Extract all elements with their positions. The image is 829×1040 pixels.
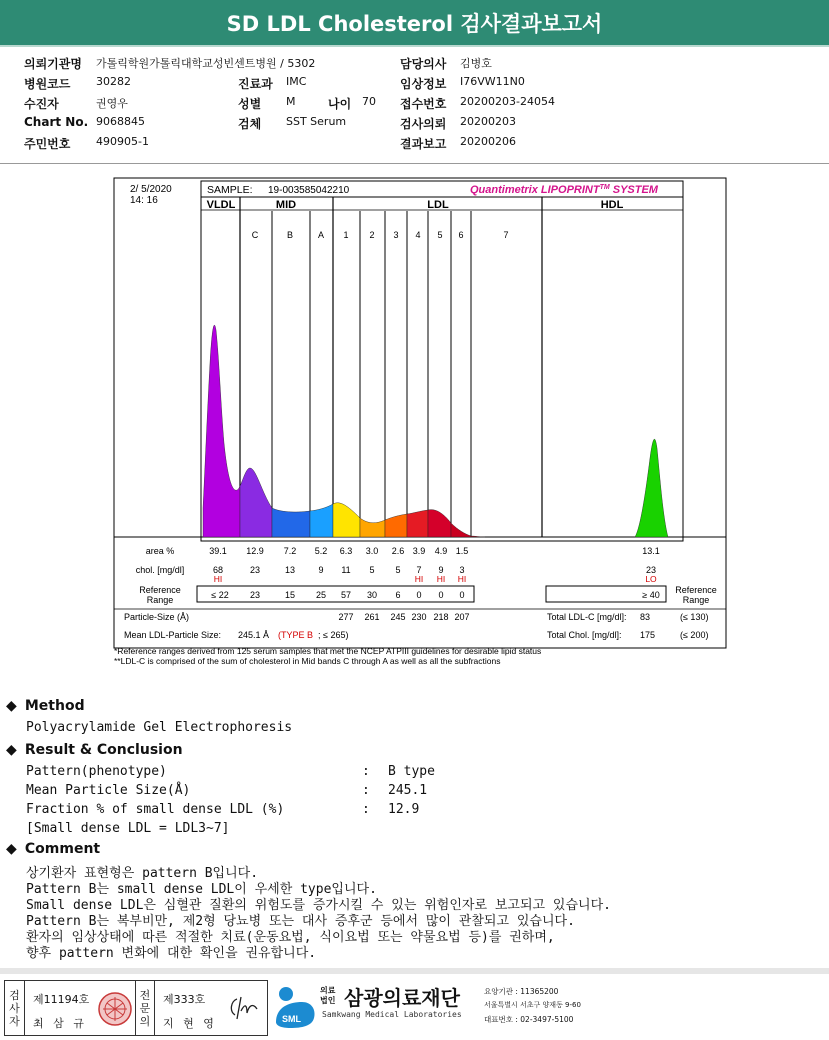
brand-suffix: SYSTEM [609, 184, 658, 196]
chol-value: 9 [438, 565, 444, 575]
report-date-label: 결과보고 [400, 137, 447, 151]
particle-size-value: 277 [338, 612, 354, 622]
id-no-label: 주민번호 [24, 137, 71, 151]
comment-line: 향후 pattern 변화에 대한 확인을 권유합니다. [26, 946, 317, 961]
band-label: 6 [458, 230, 464, 240]
area-value: 3.9 [412, 546, 426, 556]
result-note: [Small dense LDL = LDL3~7] [26, 821, 230, 836]
chart-no-label: Chart No. [24, 115, 89, 129]
specialist-label: 전 문 의 [135, 981, 155, 1035]
id-no-value: 490905-1 [96, 135, 149, 148]
chol-value: 9 [318, 565, 324, 575]
particle-size-value: 230 [411, 612, 427, 622]
result-value-size: 245.1 [388, 783, 428, 798]
reference-value: 25 [315, 590, 327, 600]
chart-no-value: 9068845 [96, 115, 145, 128]
department-value: IMC [286, 75, 307, 88]
comment-line: Small dense LDL은 심혈관 질환의 위험도를 증가시킬 수 있는 위험인자로 보고되고 있습니다. [26, 898, 611, 913]
reference-value: 6 [395, 590, 401, 600]
org-address: 서울특별시 서초구 양재동 9-60 [484, 1001, 581, 1009]
chol-value: 3 [459, 565, 465, 575]
chart-time: 14: 16 [130, 195, 158, 206]
total-chol-label: Total Chol. [mg/dl]: [547, 630, 622, 640]
colon: : [362, 783, 370, 798]
row-label-size: Particle-Size (Å) [124, 612, 190, 622]
hdl-reference-value: ≥ 40 [642, 590, 660, 600]
report-title: SD LDL Cholesterol 검사결과보고서 [0, 0, 829, 47]
org-code: 요양기관 : 11365200 [484, 987, 559, 996]
reference-value: ≤ 22 [211, 590, 229, 600]
comment-line: Pattern B는 small dense LDL이 우세한 type입니다. [26, 882, 377, 897]
chol-flag: HI [213, 574, 223, 584]
recipient-label: 수진자 [24, 97, 59, 111]
band-label: 7 [503, 230, 509, 240]
area-value: 5.2 [314, 546, 328, 556]
colon: : [362, 764, 370, 779]
request-label: 검사의뢰 [400, 117, 447, 131]
group-label-hdl: HDL [600, 199, 624, 211]
chol-flag: HI [414, 574, 424, 584]
request-value: 20200203 [460, 115, 516, 128]
area-value: 39.1 [209, 546, 227, 556]
specialist-name: 지 현 영 [163, 1017, 217, 1030]
sex-value: M [286, 95, 296, 108]
total-ldl-value: 83 [640, 612, 651, 622]
area-value: 7.2 [283, 546, 297, 556]
hdl-chol-flag: LO [645, 574, 657, 584]
colon: : [362, 802, 370, 817]
area-value: 4.9 [434, 546, 448, 556]
band-label: 4 [415, 230, 421, 240]
result-value-fraction: 12.9 [388, 802, 420, 817]
org-prefix: 의료법인 [320, 986, 336, 1005]
result-heading-text: Result & Conclusion [24, 742, 183, 758]
chol-value: 23 [249, 565, 261, 575]
particle-size-value: 218 [433, 612, 449, 622]
total-chol-value: 175 [640, 630, 656, 640]
inspector-name: 최 삼 규 [33, 1017, 87, 1030]
org-english-name: Samkwang Medical Laboratories [322, 1010, 462, 1019]
mean-size-value: 245.1 Å [238, 630, 270, 640]
reference-value: 23 [249, 590, 261, 600]
clinical-value: I76VW11N0 [460, 75, 525, 88]
brand-main: Quantimetrix LIPOPRINT [470, 184, 600, 196]
chol-value: 5 [369, 565, 375, 575]
comment-line: 상기환자 표현형은 pattern B입니다. [26, 866, 259, 881]
patient-info-panel [0, 50, 829, 164]
org-name: 삼광의료재단 [344, 986, 460, 1010]
chart-date: 2/ 5/2020 [130, 184, 172, 195]
chol-value: 68 [212, 565, 224, 575]
group-label-ldl: LDL [427, 199, 449, 211]
comment-line: 환자의 임상상태에 따른 적절한 치료(운동요법, 식이요법 또는 약물요법 등)를 권하며, [26, 930, 555, 945]
band-label: 5 [437, 230, 443, 240]
chol-value: 11 [341, 565, 351, 575]
type-b-label: (TYPE B [278, 630, 314, 640]
chol-value: 13 [284, 565, 296, 575]
doctor-label: 담당의사 [400, 57, 447, 71]
specimen-value: SST Serum [286, 115, 347, 128]
institution-label: 의뢰기관명 [24, 57, 82, 71]
org-phone: 대표번호 : 02-3497-5100 [484, 1015, 574, 1024]
doctor-value: 김병호 [460, 57, 492, 70]
band-label: 3 [393, 230, 399, 240]
density-fill-band [272, 508, 310, 537]
result-value-pattern: B type [388, 764, 435, 779]
reference-value: 0 [416, 590, 422, 600]
chol-value: 7 [416, 565, 422, 575]
sample-label: SAMPLE: [207, 184, 253, 196]
result-label-fraction: Fraction % of small dense LDL (%) [26, 802, 285, 817]
band-label: B [286, 230, 294, 240]
seal-stamp-icon [97, 989, 133, 1029]
brand-tm: TM [599, 184, 610, 191]
band-label: A [317, 230, 325, 240]
band-label: C [251, 230, 259, 240]
total-chol-reference: (≤ 200) [680, 630, 709, 640]
comment-heading-text: Comment [24, 841, 101, 857]
chol-flag: HI [436, 574, 446, 584]
sample-id: 19-003585042210 [268, 185, 350, 196]
particle-size-value: 261 [364, 612, 380, 622]
row-label-reference-right: Reference Range [675, 585, 717, 605]
signature-box [4, 980, 268, 1036]
diamond-icon: ◆ [6, 742, 17, 758]
lipoprint-chart [0, 168, 829, 673]
band-label: 1 [343, 230, 349, 240]
area-value: 3.0 [365, 546, 379, 556]
receipt-value: 20200203-24054 [460, 95, 555, 108]
report-date-value: 20200206 [460, 135, 516, 148]
particle-size-value: 207 [454, 612, 470, 622]
reference-value: 57 [340, 590, 352, 600]
age-label: 나이 [328, 97, 352, 111]
method-heading [6, 698, 85, 714]
total-ldl-label: Total LDL-C [mg/dl]: [547, 612, 627, 622]
signature-icon [223, 991, 263, 1027]
hospital-code-label: 병원코드 [24, 77, 71, 91]
specimen-label: 검체 [238, 117, 262, 131]
age-value: 70 [362, 95, 376, 108]
footnote-1: *Reference ranges derived from 125 serum samples that met the NCEP ATPIII guidelines for desirable lipid status [114, 646, 542, 656]
recipient-value: 권영우 [96, 97, 128, 110]
method-text: Polyacrylamide Gel Electrophoresis [26, 720, 293, 735]
particle-size-value: 245 [390, 612, 406, 622]
lipoprint-svg [0, 168, 829, 673]
hospital-code-value: 30282 [96, 75, 131, 88]
reference-value: 30 [366, 590, 378, 600]
row-label-mean-size: Mean LDL-Particle Size: [124, 630, 222, 640]
inspector-label: 검 사 자 [5, 981, 25, 1035]
density-fill-band [407, 510, 428, 537]
logo-text: SML [282, 1014, 301, 1024]
group-label-vldl: VLDL [206, 199, 236, 211]
area-value: 12.9 [246, 546, 264, 556]
sex-label: 성별 [238, 97, 262, 111]
result-label-size: Mean Particle Size(Å) [26, 783, 191, 798]
comment-line: Pattern B는 복부비만, 제2형 당뇨병 또는 대사 증후군 등에서 많이 관찰되고 있습니다. [26, 914, 575, 929]
row-label-reference: Reference Range [139, 585, 181, 605]
area-value: 6.3 [339, 546, 353, 556]
type-b-reference: ; ≤ 265) [318, 630, 349, 640]
footnote-2: **LDL-C is comprised of the sum of cholesterol in Mid bands C through A as well as all the subfractions [114, 656, 501, 666]
brand-name [470, 184, 659, 196]
group-label-mid: MID [275, 199, 297, 211]
row-label-area: area % [145, 546, 175, 556]
department-label: 진료과 [238, 77, 273, 91]
band-label: 2 [369, 230, 375, 240]
chol-value: 5 [395, 565, 401, 575]
method-heading-text: Method [24, 698, 85, 714]
institution-value: 가톨릭학원가톨릭대학교성빈센트병원 / 5302 [96, 57, 316, 70]
specialist-license: 제333호 [163, 993, 206, 1006]
result-heading [6, 742, 183, 758]
reference-value: 0 [459, 590, 465, 600]
area-value: 1.5 [455, 546, 469, 556]
sml-logo-icon [272, 982, 318, 1030]
reference-value: 15 [284, 590, 296, 600]
total-ldl-reference: (≤ 130) [680, 612, 709, 622]
area-value: 2.6 [391, 546, 405, 556]
footer [0, 968, 829, 1040]
clinical-label: 임상정보 [400, 77, 447, 91]
diamond-icon: ◆ [6, 698, 17, 714]
inspector-license: 제11194호 [33, 993, 90, 1006]
hdl-chol-value: 23 [645, 565, 657, 575]
hdl-area-value: 13.1 [642, 546, 660, 556]
diamond-icon: ◆ [6, 841, 17, 857]
row-label-chol: chol. [mg/dl] [135, 565, 185, 575]
receipt-label: 접수번호 [400, 97, 447, 111]
reference-value: 0 [438, 590, 444, 600]
result-label-pattern: Pattern(phenotype) [26, 764, 167, 779]
comment-heading [6, 841, 100, 857]
chol-flag: HI [457, 574, 467, 584]
